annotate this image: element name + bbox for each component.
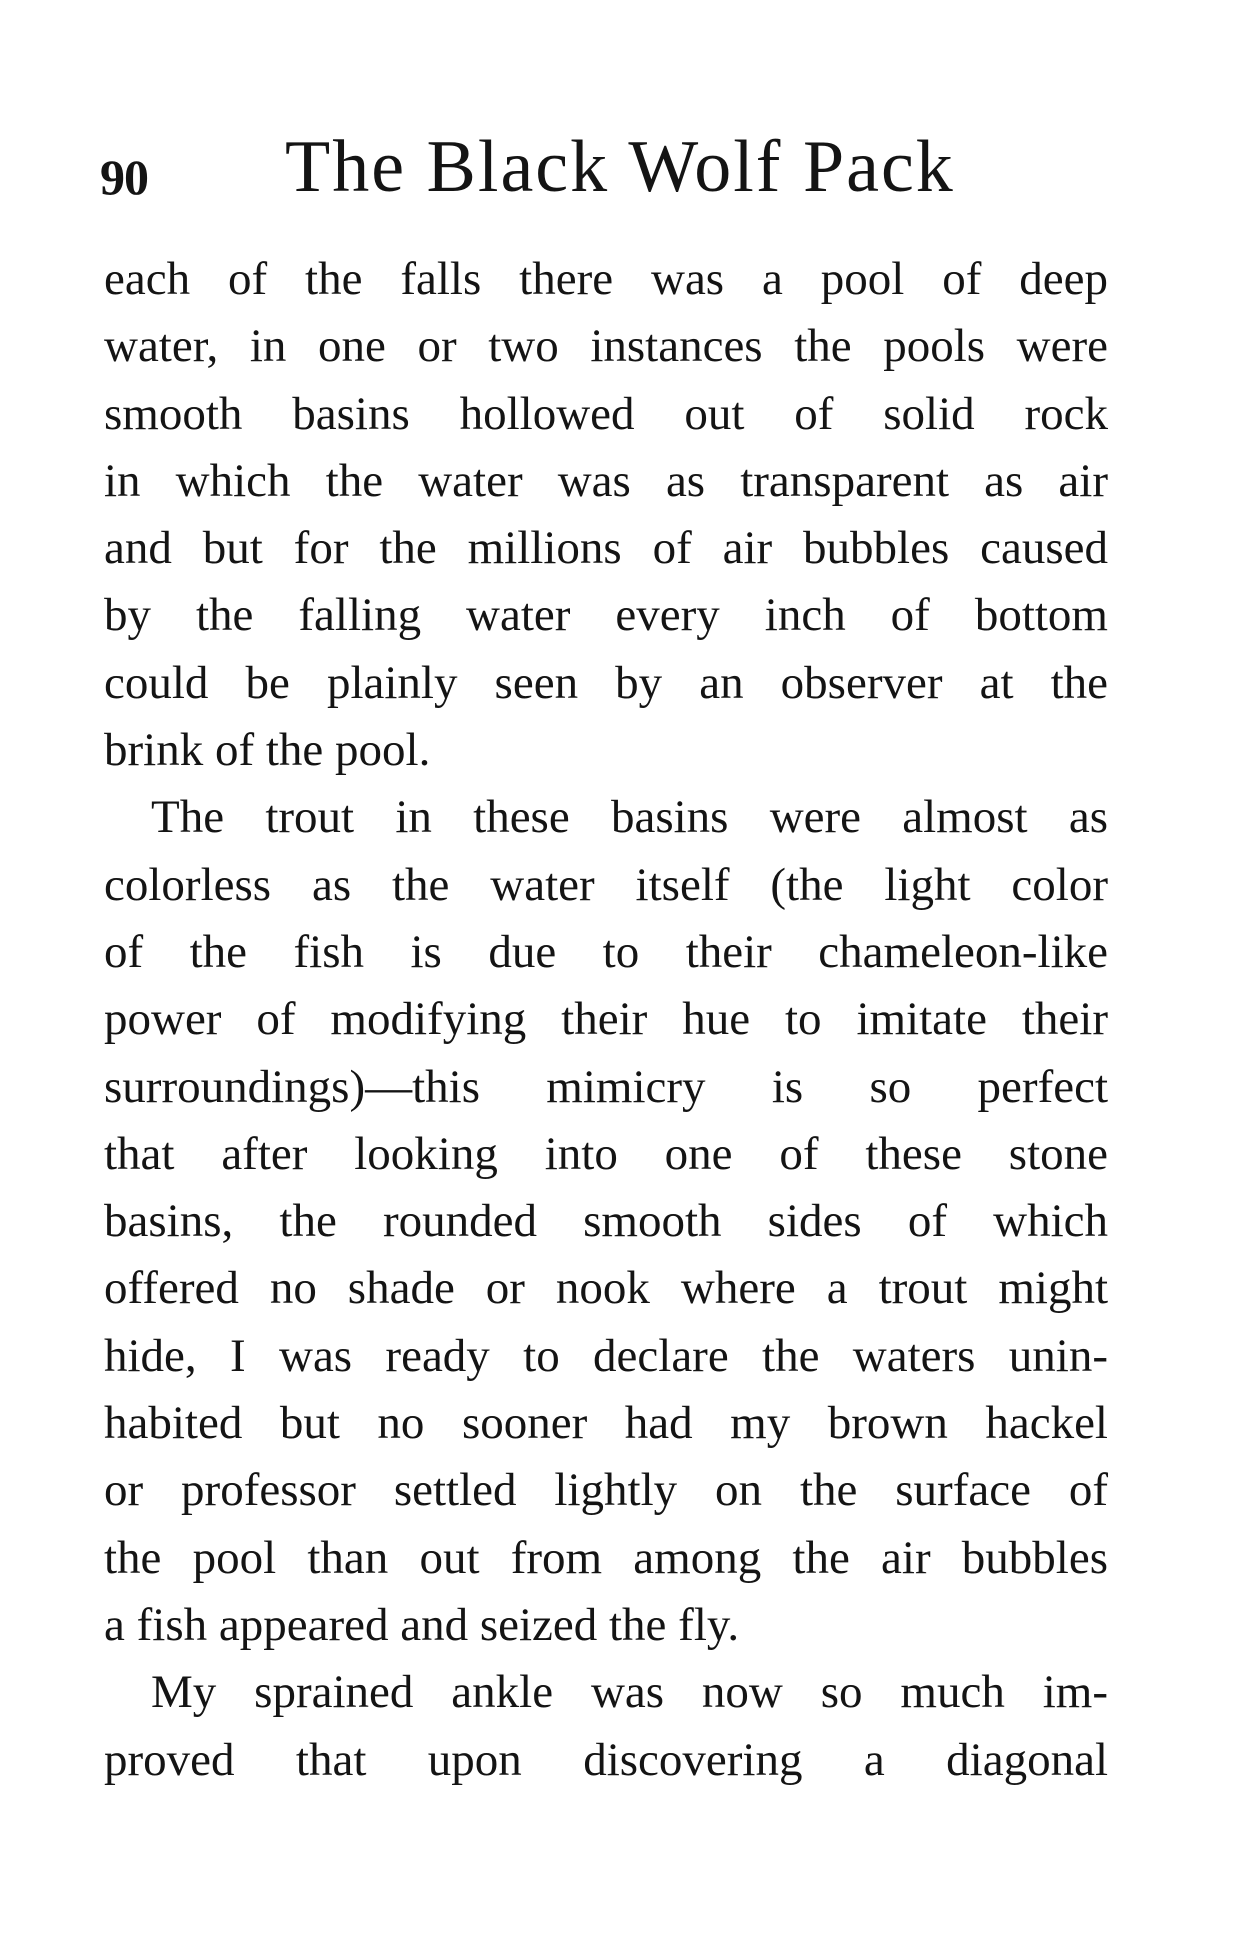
running-head	[100, 126, 1100, 210]
text-line: could be plainly seen by an observer at the	[104, 656, 1108, 709]
book-title: The Black Wolf Pack	[285, 126, 955, 208]
text-line: My sprained ankle was now so much im-	[151, 1666, 1108, 1719]
paragraph	[104, 246, 1108, 784]
text-line: in which the water was as transparent as air	[104, 454, 1108, 507]
text-line: a fish appeared and seized the fly.	[104, 1598, 740, 1651]
text-line: or professor settled lightly on the surface of	[104, 1464, 1108, 1517]
text-line: colorless as the water itself (the light color	[104, 858, 1108, 911]
body-text	[104, 246, 1108, 1794]
text-line: water, in one or two instances the pools were	[104, 320, 1108, 373]
text-line: by the falling water every inch of bottom	[104, 589, 1108, 642]
text-line: offered no shade or nook where a trout might	[104, 1262, 1108, 1315]
text-line: The trout in these basins were almost as	[151, 791, 1108, 844]
text-line: each of the falls there was a pool of deep	[104, 253, 1108, 305]
paragraph	[104, 784, 1108, 1659]
paragraph	[104, 1659, 1108, 1794]
text-line: that after looking into one of these stone	[104, 1127, 1108, 1180]
text-line: smooth basins hollowed out of solid rock	[104, 387, 1108, 440]
text-line: power of modifying their hue to imitate their	[104, 993, 1108, 1046]
page-number: 90	[100, 149, 148, 205]
text-line: hide, I was ready to declare the waters unin-	[104, 1329, 1108, 1382]
text-line: and but for the millions of air bubbles caused	[104, 522, 1108, 575]
text-line: brink of the pool.	[104, 724, 431, 777]
text-line: habited but no sooner had my brown hackel	[104, 1397, 1108, 1450]
text-line: proved that upon discovering a diagonal	[104, 1733, 1108, 1786]
text-line: the pool than out from among the air bubbles	[104, 1531, 1108, 1584]
text-line: basins, the rounded smooth sides of which	[104, 1195, 1108, 1248]
text-line: of the fish is due to their chameleon-like	[104, 925, 1108, 978]
text-line: surroundings)—this mimicry is so perfect	[104, 1060, 1108, 1113]
